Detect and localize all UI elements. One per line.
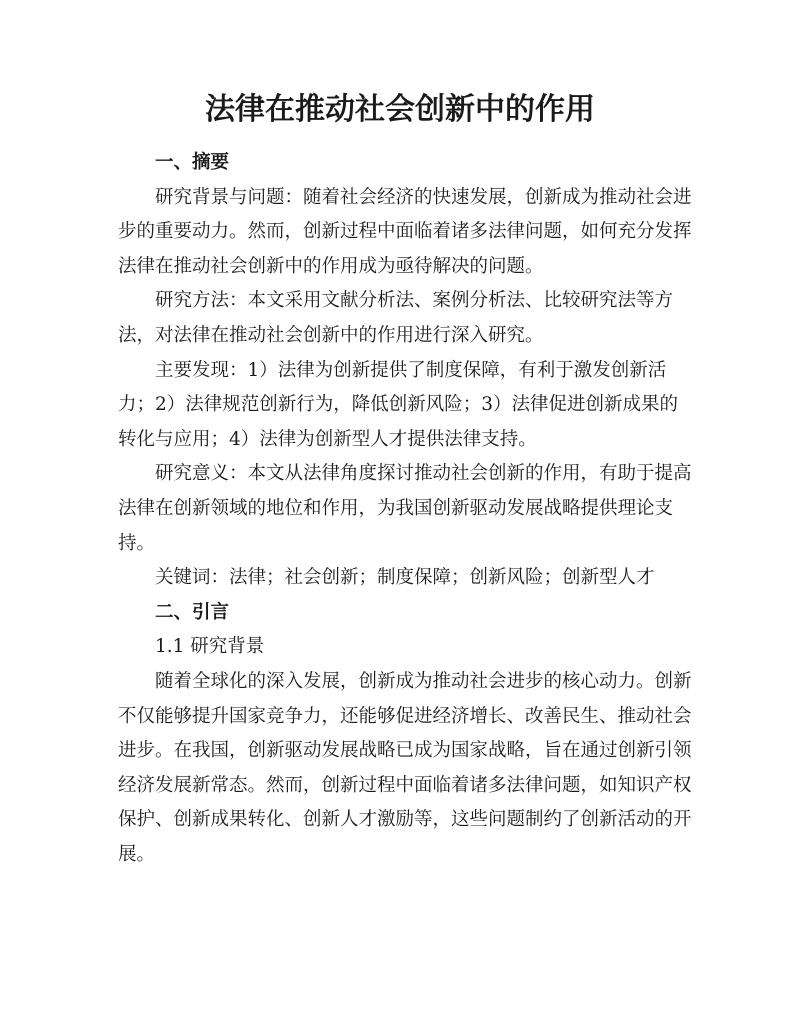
abstract-significance-paragraph: 研究意义：本文从法律角度探讨推动社会创新的作用，有助于提高法律在创新领域的地位和作用，为我国创新驱动发展战略提供理论支持。	[118, 463, 692, 554]
section-heading-introduction: 二、引言	[155, 601, 230, 623]
section-heading-abstract: 一、摘要	[155, 152, 230, 173]
abstract-findings-paragraph: 主要发现：1）法律为创新提供了制度保障，有利于激发创新活力；2）法律规范创新行为，降低创新风险；3）法律促进创新成果的转化与应用；4）法律为创新型人才提供法律支持。	[118, 359, 679, 450]
keywords-line: 关键词：法律；社会创新；制度保障；创新风险；创新型人才	[155, 567, 655, 589]
abstract-method-paragraph: 研究方法：本文采用文献分析法、案例分析法、比较研究法等方法，对法律在推动社会创新中的作用进行深入研究。	[118, 290, 674, 346]
document-body	[118, 146, 692, 872]
page-title: 法律在推动社会创新中的作用	[205, 92, 595, 127]
abstract-background-paragraph: 研究背景与问题：随着社会经济的快速发展，创新成为推动社会进步的重要动力。然而，创新过程中面临着诸多法律问题，如何充分发挥法律在推动社会创新中的作用成为亟待解决的问题。	[118, 186, 692, 277]
subsection-heading-background: 1.1 研究背景	[155, 636, 265, 658]
introduction-background-paragraph: 随着全球化的深入发展，创新成为推动社会进步的核心动力。创新不仅能够提升国家竞争力，还能够促进经济增长、改善民生、推动社会进步。在我国，创新驱动发展战略已成为国家战略，旨在通过创新引领经济发展新常态。然而，创新过程中面临着诸多法律问题，如知识产权保护、创新成果转化、创新人才激励等，这些问题制约了创新活动的开展。	[118, 670, 692, 865]
